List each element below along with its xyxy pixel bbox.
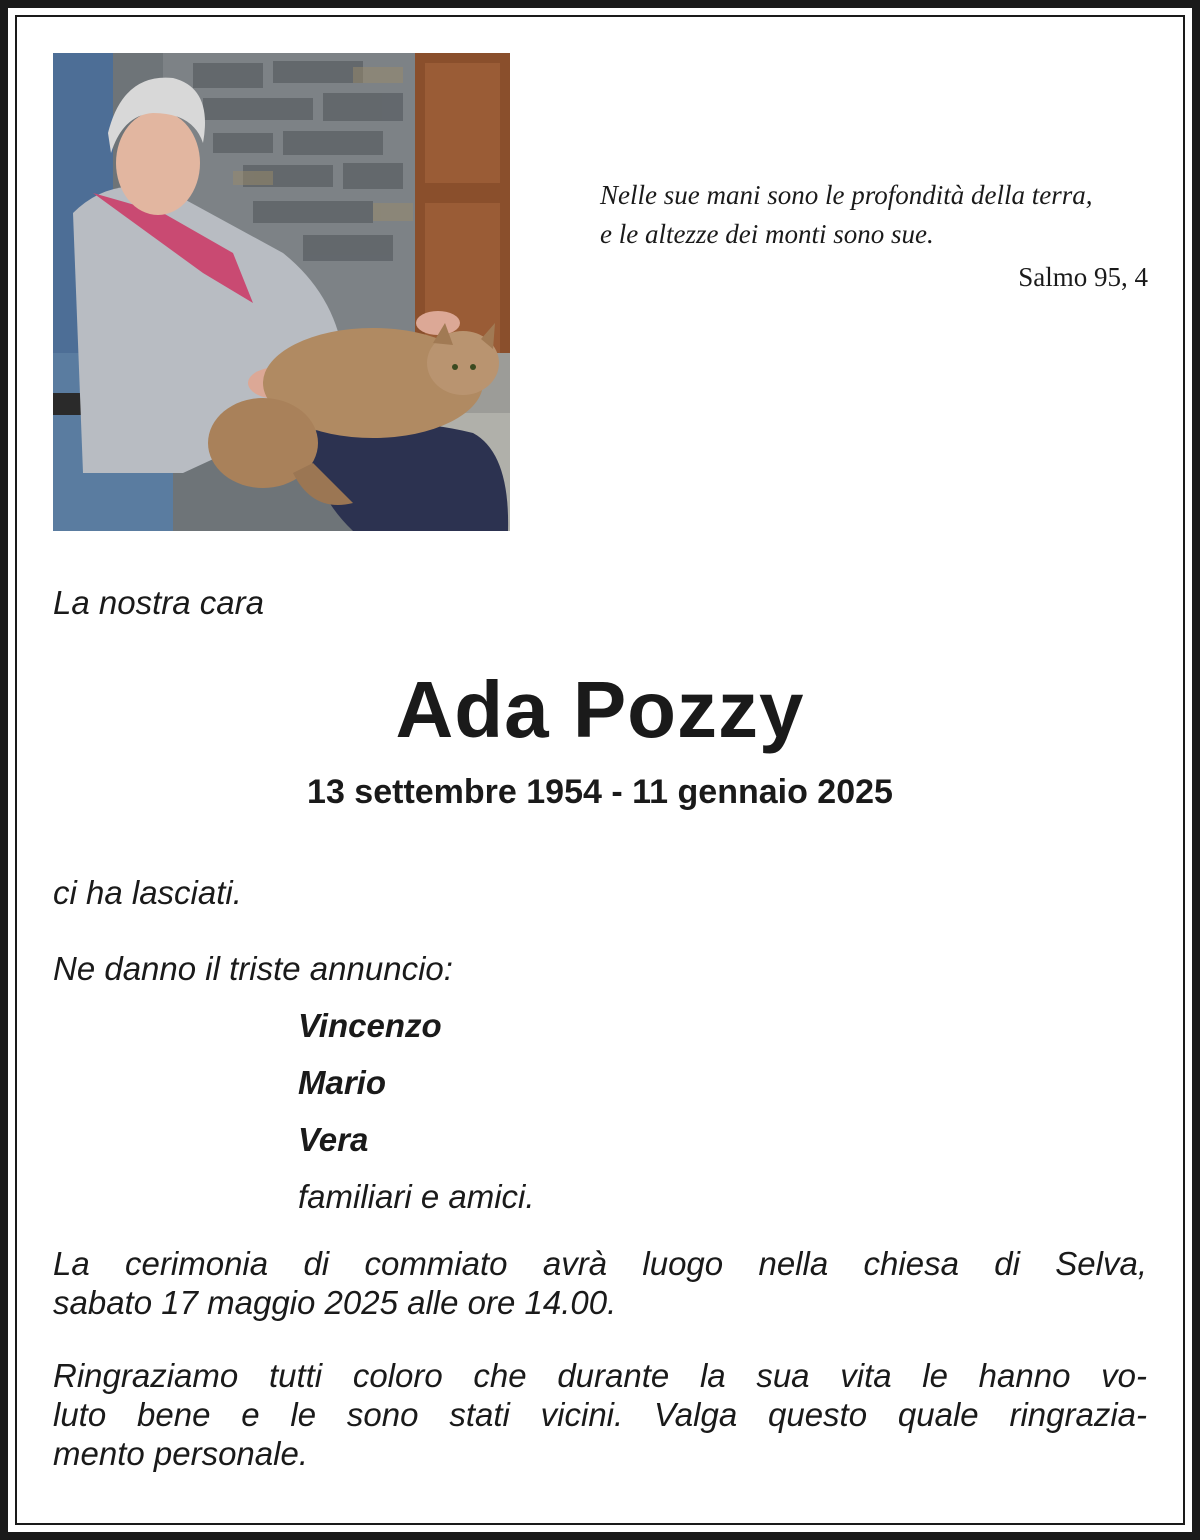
announcer-name: Vera (298, 1121, 369, 1158)
ceremony-line-1: La cerimonia di commiato avrà luogo nella chiesa di Selva, (53, 1245, 1147, 1282)
verse-line-2: e le altezze dei monti sono sue. (600, 219, 934, 249)
intro-text: La nostra cara (53, 584, 264, 621)
ceremony-line-2: sabato 17 maggio 2025 alle ore 14.00. (53, 1284, 617, 1321)
bible-verse (560, 176, 1148, 254)
announcer-name: Mario (298, 1064, 387, 1101)
announcers-intro: Ne danno il triste annuncio: (53, 950, 453, 987)
verse-reference: Salmo 95, 4 (1018, 262, 1148, 292)
ceremony-paragraph (53, 1244, 1147, 1322)
thanks-paragraph (53, 1356, 1147, 1473)
announcer-family: familiari e amici. (298, 1178, 535, 1215)
thanks-line-3: mento personale. (53, 1435, 308, 1472)
announcers-list (298, 1006, 535, 1234)
message-text: ci ha lasciati. (53, 874, 242, 911)
photo-illustration (53, 53, 510, 531)
thanks-line-1: Ringraziamo tutti coloro che durante la sua vita le hanno vo- (53, 1357, 1147, 1394)
life-dates: 13 settembre 1954 - 11 gennaio 2025 (307, 773, 893, 811)
announcer-name: Vincenzo (298, 1007, 442, 1044)
verse-line-1: Nelle sue mani sono le profondità della terra, (600, 180, 1093, 210)
deceased-name: Ada Pozzy (395, 665, 805, 754)
portrait-photo (53, 53, 510, 531)
thanks-line-2: luto bene e le sono stati vicini. Valga questo quale ringrazia- (53, 1396, 1147, 1433)
